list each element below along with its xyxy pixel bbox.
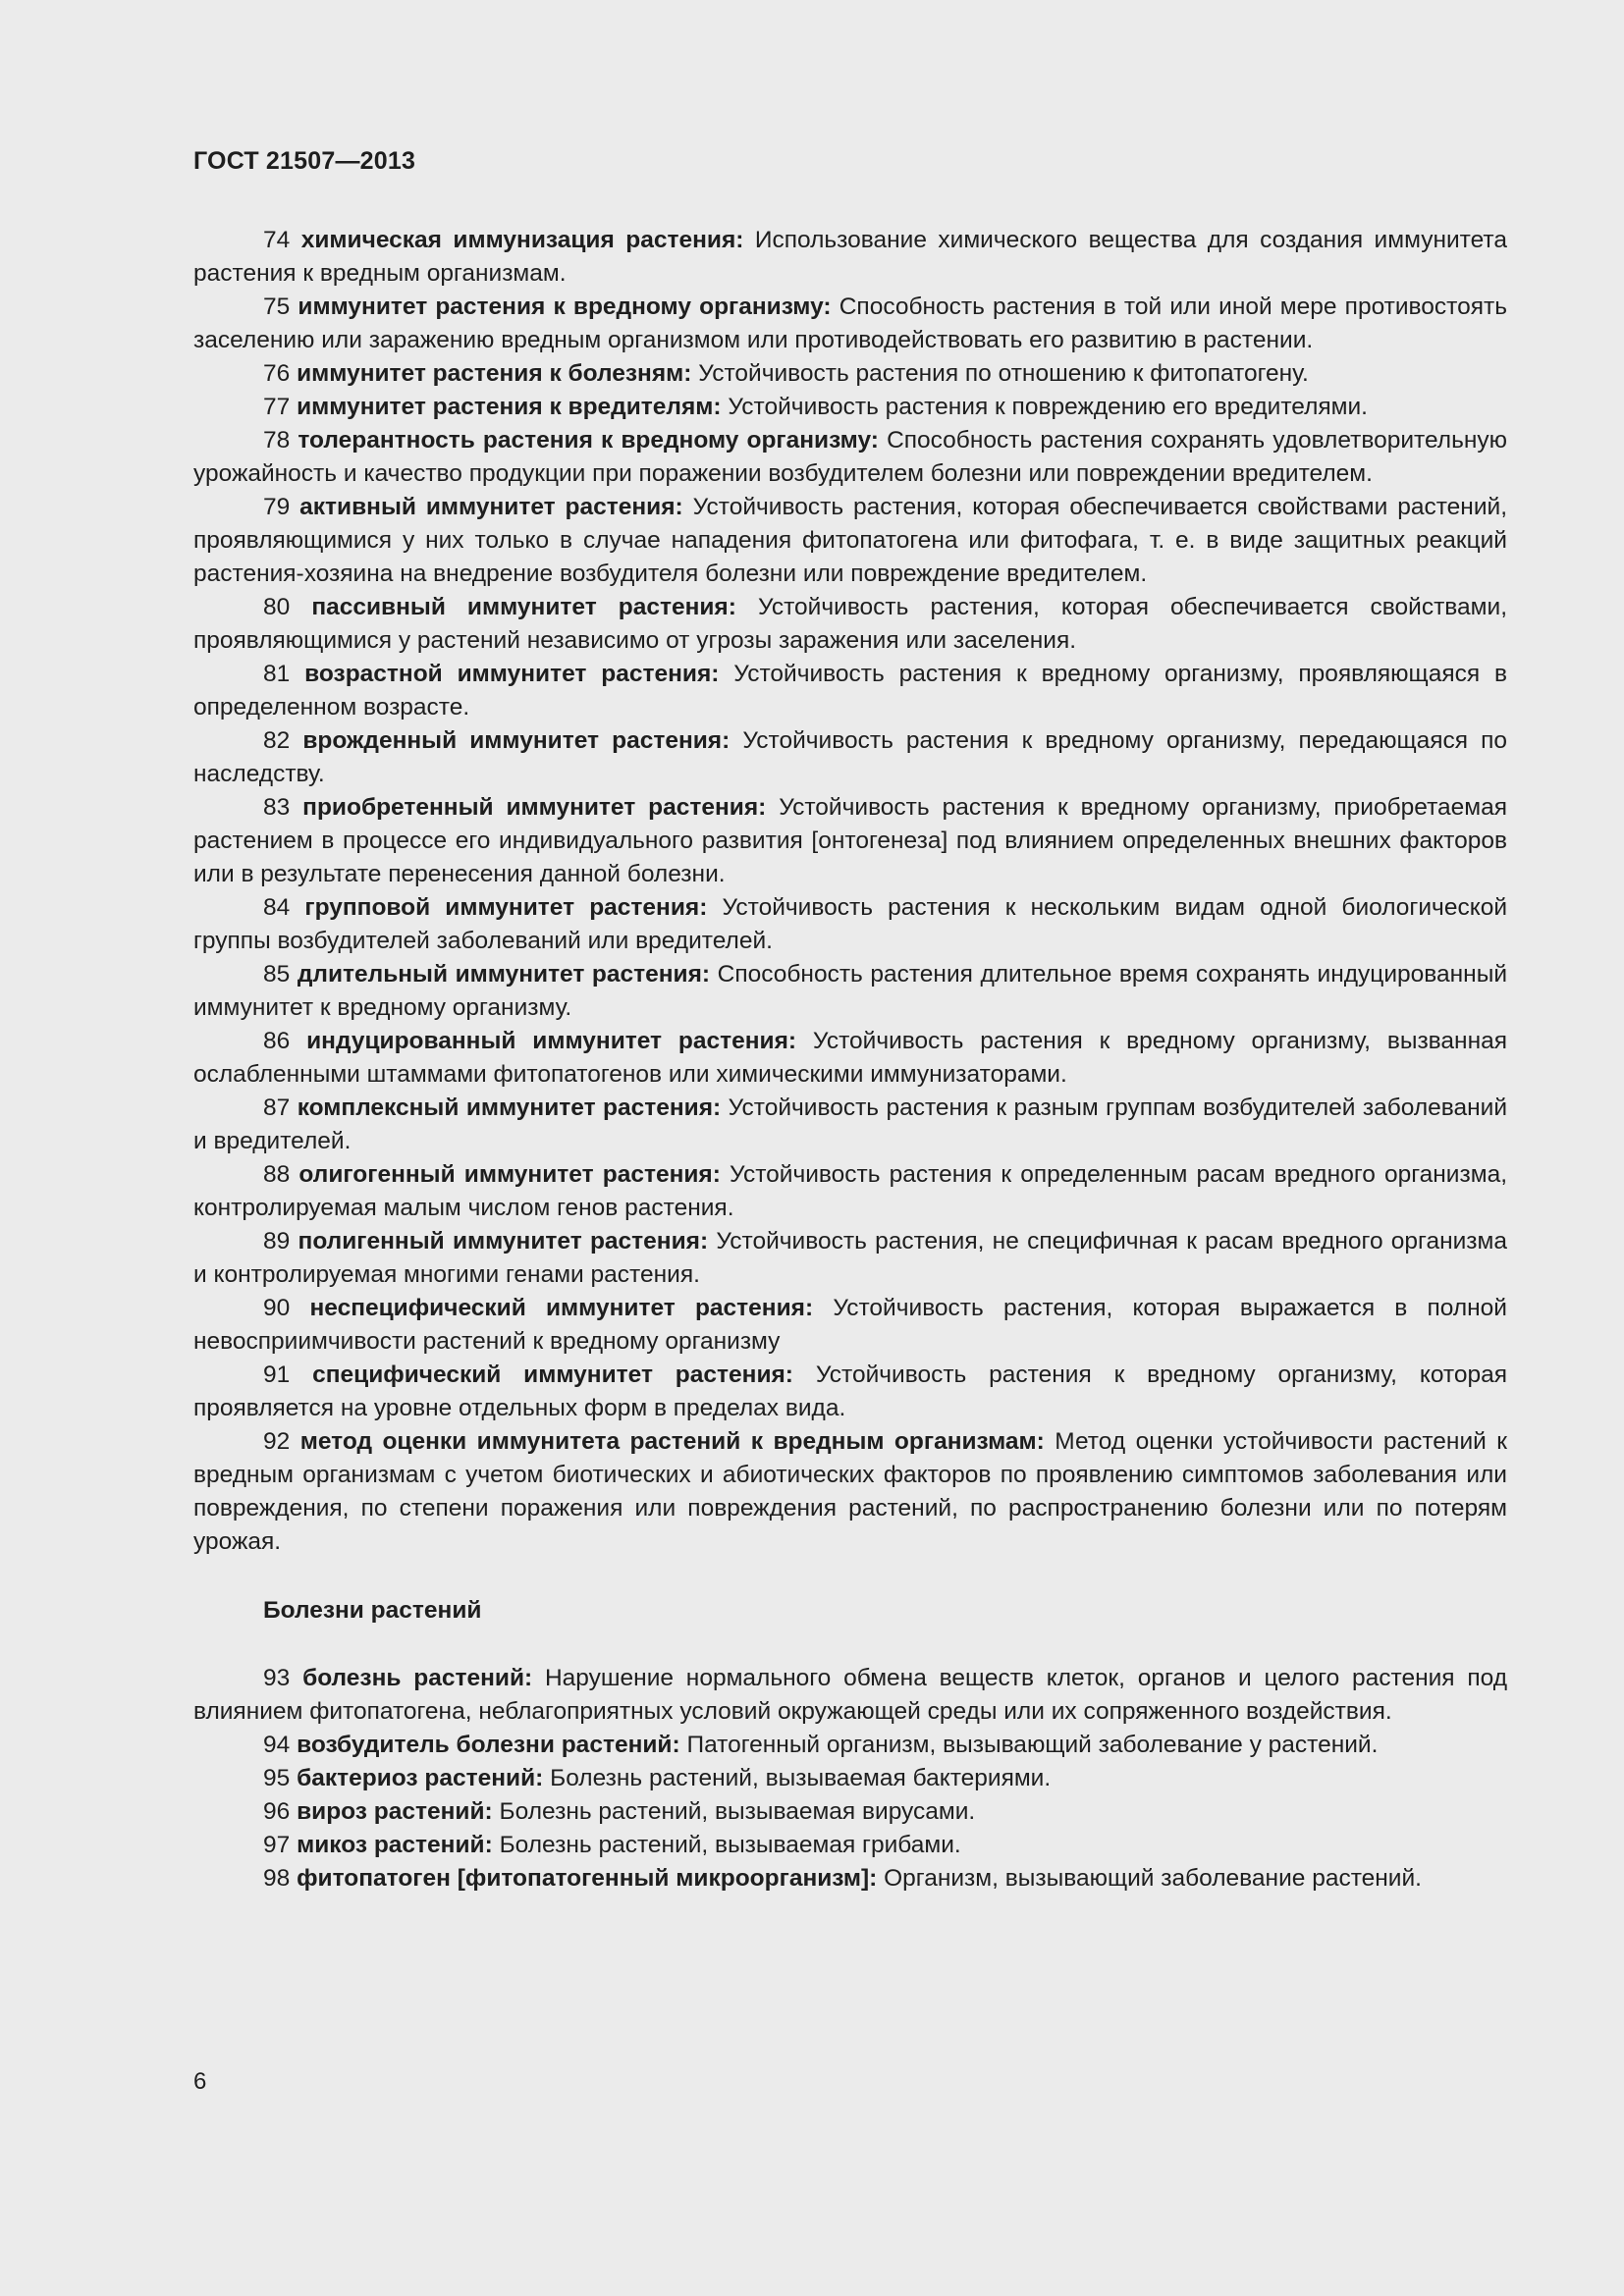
term-entry (193, 1359, 1507, 1425)
term-entry (193, 791, 1507, 891)
term-entry (193, 1092, 1507, 1158)
term-number: 76 (263, 360, 291, 387)
term-entry (193, 1762, 1507, 1795)
term-title: метод оценки иммунитета растений к вредным организмам: (299, 1428, 1045, 1455)
term-definition: Способность растения длительное время сохранять индуцированный иммунитет к вредному организму. (193, 961, 1507, 1021)
term-title: комплексный иммунитет растения: (297, 1095, 722, 1121)
term-number: 98 (263, 1865, 291, 1892)
term-definition: Устойчивость растения, не специфичная к расам вредного организма и контролируемая многими генами растения. (193, 1228, 1508, 1288)
term-title: специфический иммунитет растения: (312, 1362, 793, 1388)
term-definition: Устойчивость растения, которая обеспечивается свойствами, проявляющимися у растений независимо от угрозы заражения или заселения. (193, 594, 1508, 654)
document-body (193, 224, 1507, 1896)
term-title: индуцированный иммунитет растения: (306, 1028, 797, 1054)
term-title: длительный иммунитет растения: (297, 961, 711, 988)
term-definition: Использование химического вещества для создания иммунитета растения к вредным организмам. (193, 227, 1507, 287)
term-definition: Устойчивость растения к вредному организму, приобретаемая растением в процессе его индивидуального развития [онтогенеза] под влиянием определенных внешних факторов или в результате перенесения данной болезни. (193, 794, 1508, 887)
term-number: 94 (263, 1732, 291, 1758)
term-title: групповой иммунитет растения: (304, 894, 708, 921)
term-definition: Устойчивость растения к нескольким видам одной биологической группы возбудителей заболеваний или вредителей. (193, 894, 1508, 954)
term-definition: Организм, вызывающий заболевание растений. (884, 1865, 1422, 1892)
term-title: иммунитет растения к болезням: (297, 360, 692, 387)
term-entry (193, 658, 1507, 724)
term-definition: Устойчивость растения, которая выражается в полной невосприимчивости растений к вредному организму (193, 1295, 1507, 1355)
term-title: врожденный иммунитет растения: (302, 727, 731, 754)
term-definition: Болезнь растений, вызываемая грибами. (499, 1832, 961, 1858)
term-number: 82 (263, 727, 291, 754)
term-entry (193, 1862, 1507, 1896)
term-entry (193, 1225, 1507, 1292)
term-title: возрастной иммунитет растения: (304, 661, 720, 687)
term-definition: Устойчивость растения к вредному организму, проявляющаяся в определенном возрасте. (193, 661, 1508, 721)
term-title: вироз растений: (297, 1798, 493, 1825)
term-title: фитопатоген [фитопатогенный микроорганизм]: (297, 1865, 878, 1892)
term-title: возбудитель болезни растений: (297, 1732, 680, 1758)
term-number: 79 (263, 494, 291, 520)
term-definition: Устойчивость растения по отношению к фитопатогену. (698, 360, 1309, 387)
term-definition: Патогенный организм, вызывающий заболевание у растений. (686, 1732, 1379, 1758)
term-number: 88 (263, 1161, 291, 1188)
term-number: 93 (263, 1665, 291, 1691)
term-definition: Устойчивость растения к повреждению его вредителями. (728, 394, 1368, 420)
term-number: 83 (263, 794, 291, 821)
term-list (193, 1662, 1507, 1896)
term-title: неспецифический иммунитет растения: (309, 1295, 814, 1321)
term-definition: Устойчивость растения к определенным расам вредного организма, контролируемая малым числом генов растения. (193, 1161, 1508, 1221)
term-number: 89 (263, 1228, 291, 1255)
term-number: 97 (263, 1832, 291, 1858)
term-number: 92 (263, 1428, 291, 1455)
term-definition: Способность растения в той или иной мере противостоять заселению или заражению вредным организмом или противодействовать его развитию в растении. (193, 294, 1508, 353)
term-entry (193, 491, 1507, 591)
term-number: 78 (263, 427, 291, 454)
term-title: иммунитет растения к вредителям: (297, 394, 722, 420)
term-definition: Метод оценки устойчивости растений к вредным организмам с учетом биотических и абиотических факторов по проявлению симптомов заболевания или повреждения, по степени поражения или повреждения растений, по распространению болезни или по потерям урожая. (193, 1428, 1507, 1555)
term-definition: Устойчивость растения к вредному организму, передающаяся по наследству. (193, 727, 1507, 787)
term-entry (193, 1292, 1507, 1359)
term-title: активный иммунитет растения: (299, 494, 683, 520)
term-entry (193, 391, 1507, 424)
term-number: 84 (263, 894, 291, 921)
term-number: 81 (263, 661, 291, 687)
term-entry (193, 591, 1507, 658)
term-entry (193, 891, 1507, 958)
term-title: олигогенный иммунитет растения: (298, 1161, 721, 1188)
term-number: 75 (263, 294, 291, 320)
term-entry (193, 357, 1507, 391)
term-entry (193, 291, 1507, 357)
term-number: 95 (263, 1765, 291, 1791)
section-heading: Болезни растений (263, 1597, 482, 1624)
term-entry (193, 224, 1507, 291)
term-definition: Способность растения сохранять удовлетворительную урожайность и качество продукции при поражении возбудителем болезни или повреждении вредителем. (193, 427, 1508, 487)
term-entry (193, 1025, 1507, 1092)
term-number: 96 (263, 1798, 291, 1825)
term-number: 74 (263, 227, 291, 253)
term-entry (193, 424, 1507, 491)
term-number: 86 (263, 1028, 291, 1054)
term-entry (193, 724, 1507, 791)
term-definition: Устойчивость растения к вредному организму, вызванная ослабленными штаммами фитопатогенов или химическими иммунизаторами. (193, 1028, 1508, 1088)
term-number: 80 (263, 594, 291, 620)
term-definition: Устойчивость растения к разным группам возбудителей заболеваний и вредителей. (193, 1095, 1508, 1154)
term-title: болезнь растений: (302, 1665, 533, 1691)
term-entry (193, 1425, 1507, 1559)
term-number: 85 (263, 961, 291, 988)
term-entry (193, 1662, 1507, 1729)
term-entry (193, 1795, 1507, 1829)
term-entry (193, 958, 1507, 1025)
term-definition: Болезнь растений, вызываемая вирусами. (499, 1798, 976, 1825)
term-title: толерантность растения к вредному организму: (298, 427, 879, 454)
term-definition: Устойчивость растения к вредному организму, которая проявляется на уровне отдельных форм в пределах вида. (193, 1362, 1508, 1421)
term-number: 91 (263, 1362, 291, 1388)
term-title: полигенный иммунитет растения: (298, 1228, 709, 1255)
term-title: приобретенный иммунитет растения: (302, 794, 767, 821)
term-list (193, 224, 1507, 1559)
term-entry (193, 1158, 1507, 1225)
document-header: ГОСТ 21507—2013 (193, 147, 416, 175)
term-definition: Устойчивость растения, которая обеспечивается свойствами растений, проявляющимися у них только в случае нападения фитопатогена или фитофага, т. е. в виде защитных реакций растения-хозяина на внедрение возбудителя болезни или повреждение вредителем. (193, 494, 1508, 587)
term-definition: Болезнь растений, вызываемая бактериями. (550, 1765, 1052, 1791)
term-number: 77 (263, 394, 291, 420)
term-number: 90 (263, 1295, 291, 1321)
term-definition: Нарушение нормального обмена веществ клеток, органов и целого растения под влиянием фитопатогена, неблагоприятных условий окружающей среды или их сопряженного воздействия. (193, 1665, 1508, 1725)
term-entry (193, 1829, 1507, 1862)
term-title: микоз растений: (297, 1832, 493, 1858)
term-title: химическая иммунизация растения: (300, 227, 744, 253)
term-title: пассивный иммунитет растения: (311, 594, 736, 620)
term-number: 87 (263, 1095, 291, 1121)
term-title: бактериоз растений: (297, 1765, 544, 1791)
term-title: иммунитет растения к вредному организму: (298, 294, 832, 320)
page-number: 6 (193, 2068, 207, 2095)
term-entry (193, 1729, 1507, 1762)
